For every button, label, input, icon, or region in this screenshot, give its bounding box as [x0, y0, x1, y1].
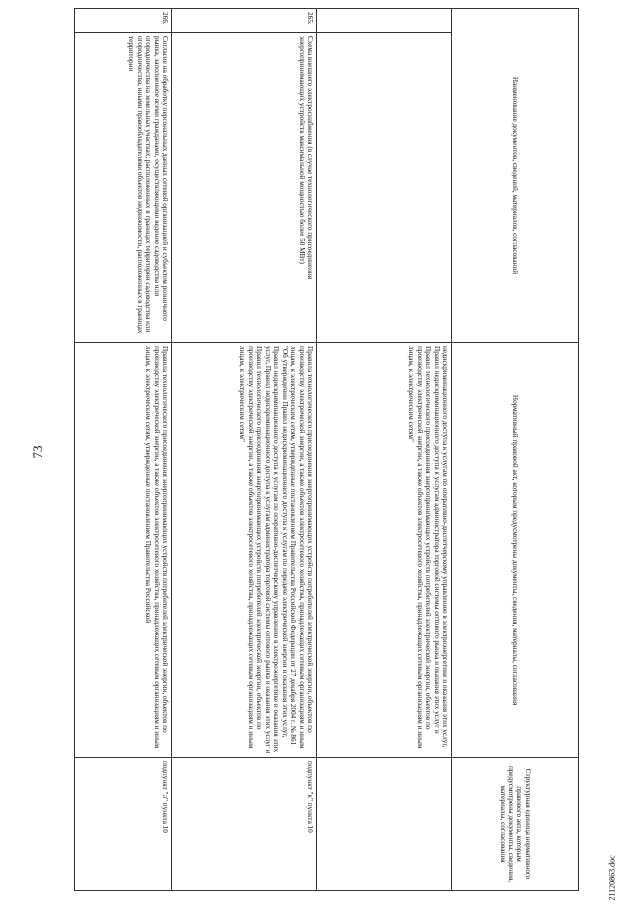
row-name: Схема внешнего электроснабжения (в случае технологического присоединения энергопринимающих устройств максимальной мощностью более 50 МВт): [172, 33, 317, 343]
row-name: Согласие на обработку персональных данных сетевой организацией и субъектом розничного рынка, заполненное всеми гражданами, осуществляющими ведение садоводства или огородничества на земельных участках, расположенных в границах территории садоводства или огородничества, иными правообладателями объектов недвижимости, расположенных в границах территории: [75, 33, 172, 343]
row-unit: [317, 758, 452, 891]
row-number: 265.: [172, 9, 317, 33]
header-name: Наименование документов, сведений, материалов, согласований: [452, 9, 579, 343]
row-name: [317, 33, 452, 343]
document-body: [64, 8, 579, 890]
table-row: [172, 9, 317, 891]
table-header-row: [452, 9, 579, 891]
header-unit: Структурная единица нормативного правового акта, которым предусмотрены документы, сведения, материалы, согласования: [452, 758, 579, 891]
row-act: Правила технологического присоединения энергопринимающих устройств потребителей электрической энергии, объектов по производству электрической энергии, а также объектов электросетевого хозяйства, принадлежащих сетевым организациям и иным лицам, к электрическим сетям, утвержденные постановлением Правительства Российской: [75, 343, 172, 758]
footer-filename: 2112086З.doc: [607, 855, 617, 901]
row-act: недискриминационного доступа к услугам по оперативно-диспетчерскому управлению в электроэнергетике и оказания этих услуг, Правил недискриминационного доступа к услугам администратора торговой системы оптового рынка и оказания этих услуг и Правил технологического присоединения энергопринимающих устройств потребителей электрической энергии, объектов по производству электрической энергии, а также объектов электросетевого хозяйства, принадлежащих сетевым организациям и иным лицам, к электрическим сетям": [317, 343, 452, 758]
row-act: Правила технологического присоединения энергопринимающих устройств потребителей электрической энергии, объектов по производству электрической энергии, а также объектов электросетевого хозяйства, принадлежащих сетевым организациям и иным лицам, к электрическим сетям, утвержденные постановлением Правительства Российской Федерации от 27 декабря 2004 г. № 861 "Об утверждении Правил недискриминационного доступа к услугам по передаче электрической энергии и оказания этих услуг, Правил недискриминационного доступа к услугам по оперативно-диспетчерскому управлению в электроэнергетике и оказания этих услуг, Правил недискриминационного доступа к услугам администратора торговой системы оптового рынка и оказания этих услуг и Правил технологического присоединения энергопринимающих устройств потребителей электрической энергии, объектов по производству электрической энергии, а также объектов электросетевого хозяйства, принадлежащих сетевым организациям и иным лицам, к электрическим сетям": [172, 343, 317, 758]
row-unit: подпункт "л" пункта 10: [75, 758, 172, 891]
page-number: 73: [30, 445, 45, 459]
table-row: [317, 9, 452, 891]
documents-table: [74, 8, 579, 891]
row-unit: подпункт "к" пункта 10: [172, 758, 317, 891]
row-number: 266.: [75, 9, 172, 33]
table-row: [75, 9, 172, 891]
row-number: [317, 9, 452, 33]
rotated-table-container: [64, 8, 579, 890]
header-act: Нормативный правовой акт, которым предусмотрены документы, сведения, материалы, согласования: [452, 343, 579, 758]
